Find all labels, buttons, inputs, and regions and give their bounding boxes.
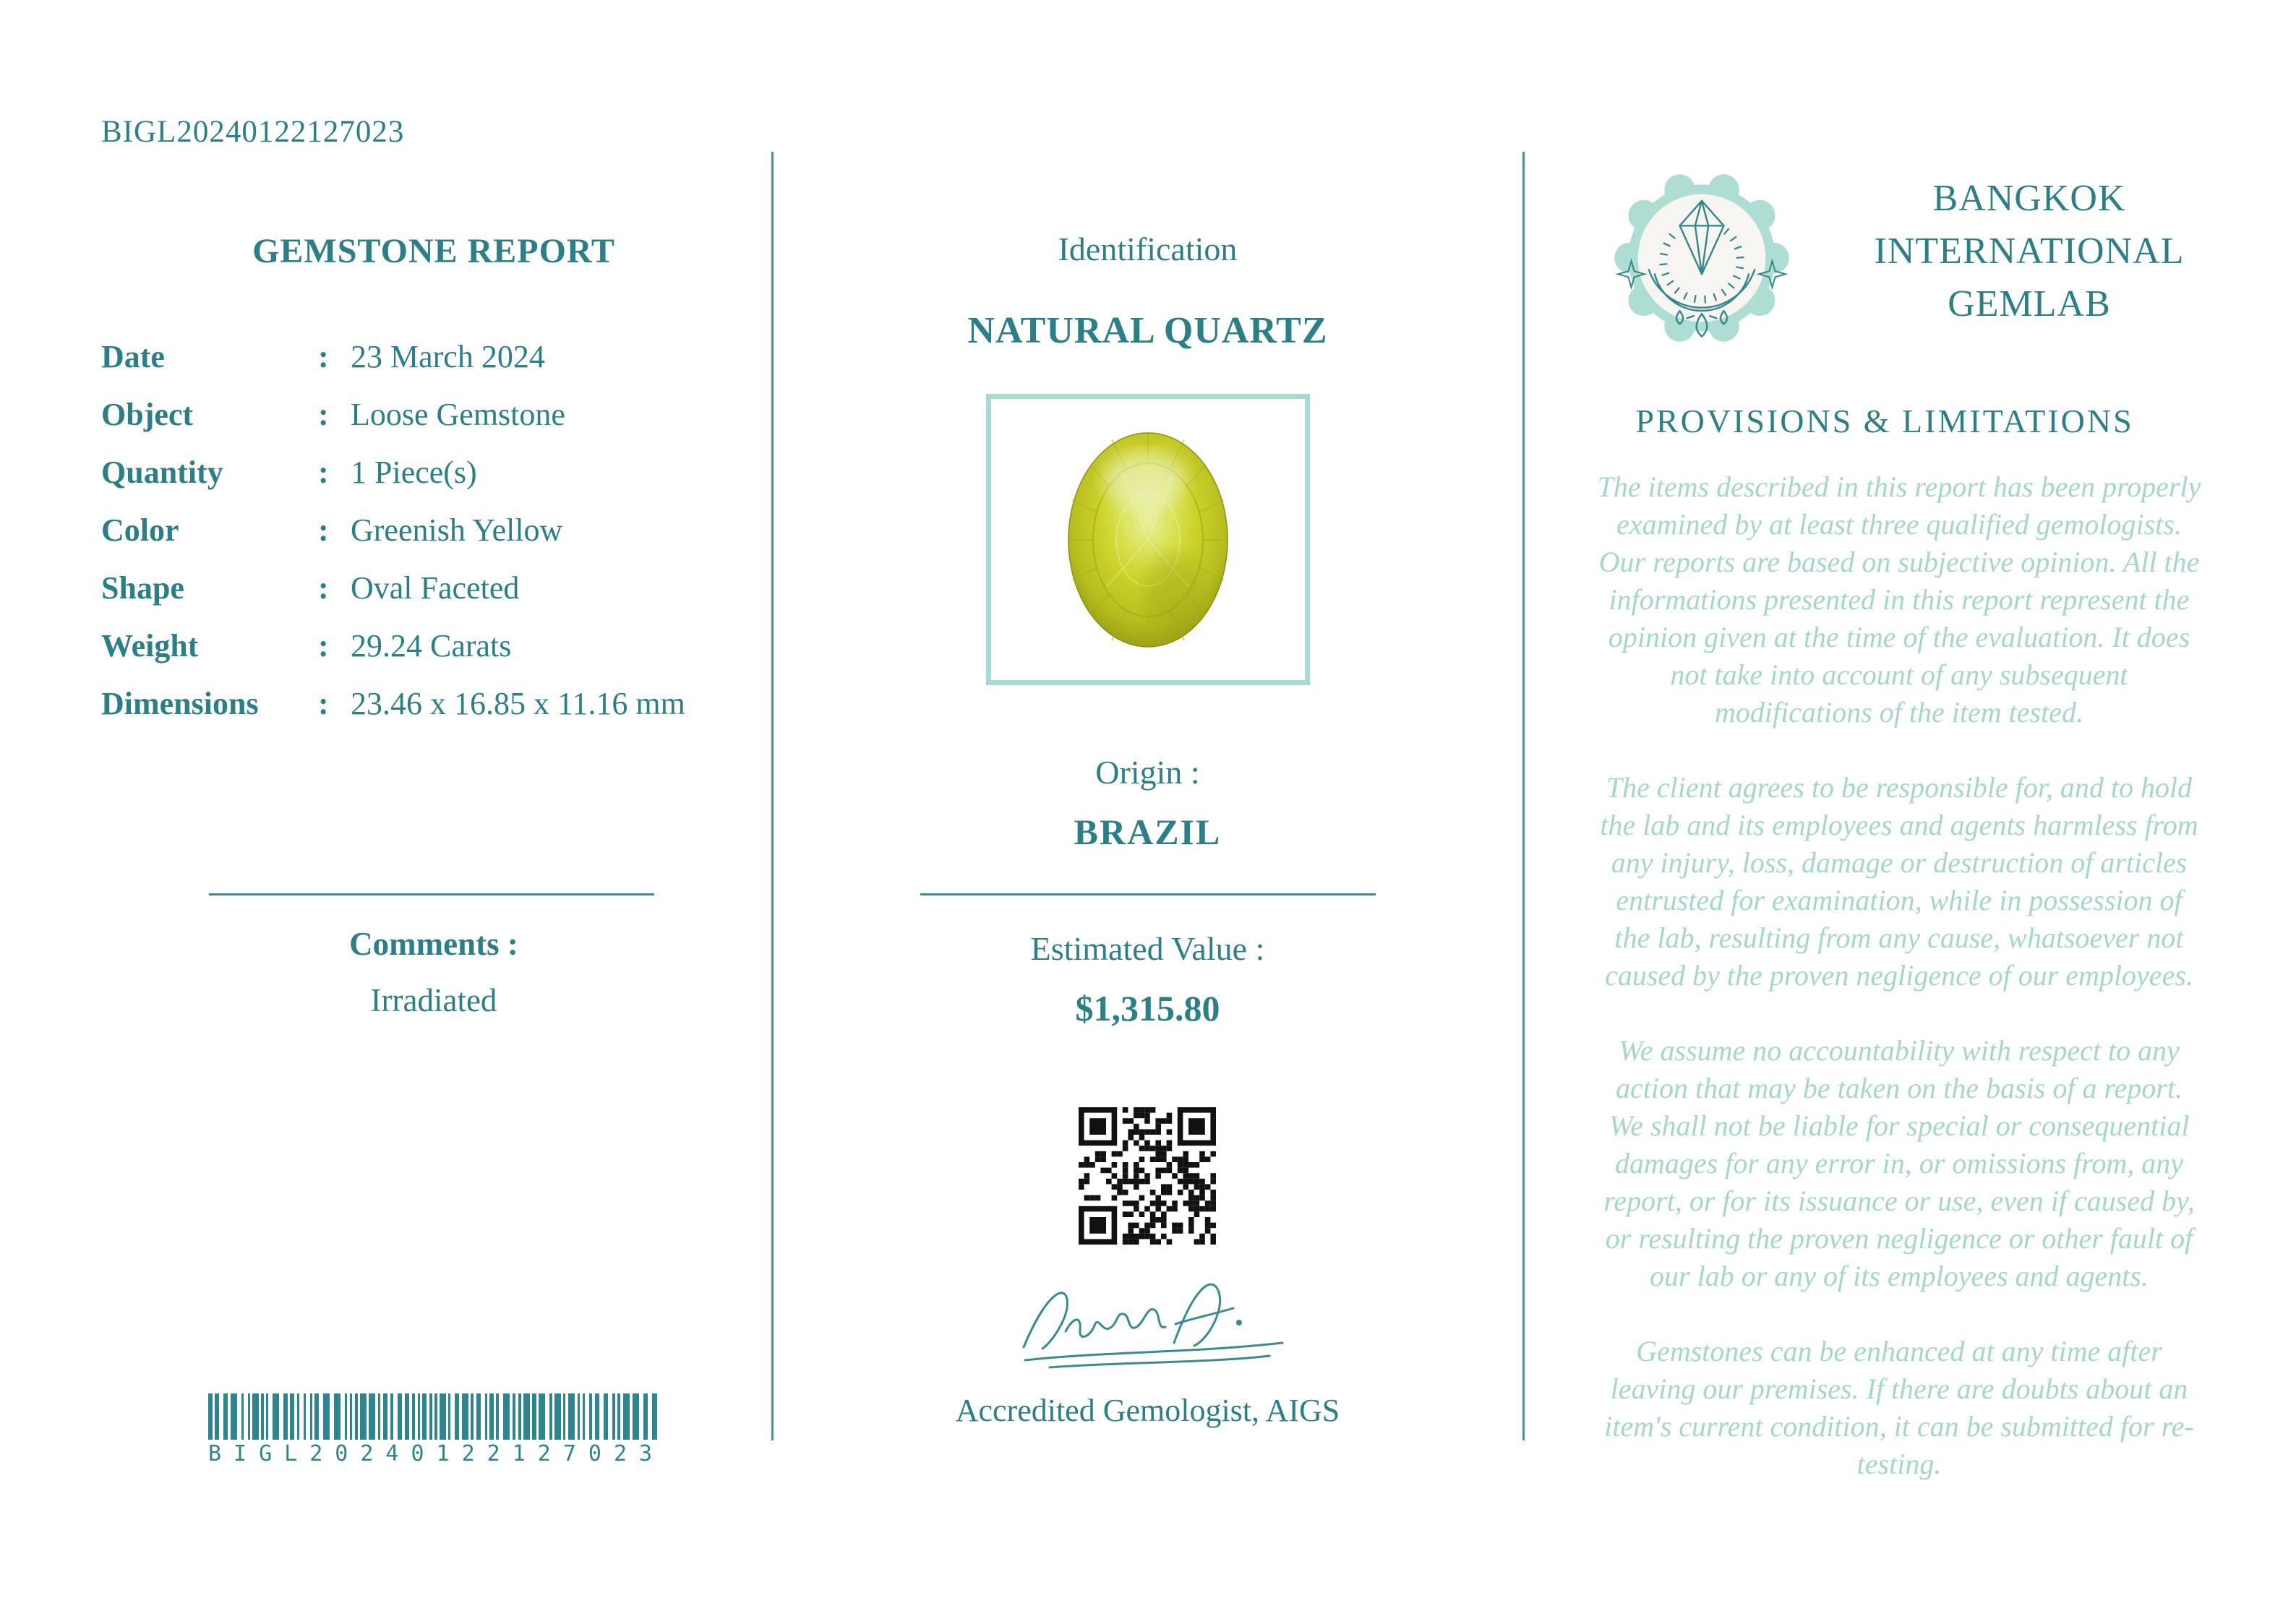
report-title: GEMSTONE REPORT (252, 232, 615, 270)
barcode-image (208, 1393, 661, 1440)
gem-photo (986, 394, 1310, 685)
gem-photo-image (991, 399, 1305, 680)
provisions-text (1595, 468, 2203, 1521)
field-colon: : (318, 397, 329, 432)
estimated-value-label: Estimated Value : (1030, 930, 1265, 967)
field-label: Date (101, 339, 165, 374)
field-colon: : (318, 455, 329, 490)
field-label: Dimensions (101, 686, 259, 721)
field-colon: : (318, 339, 329, 374)
field-colon: : (318, 628, 329, 663)
gem-details-table (101, 338, 766, 743)
certificate-number: BIGL20240122127023 (101, 115, 405, 149)
comments-label: Comments : (349, 926, 518, 962)
lab-name-line: INTERNATIONAL (1874, 231, 2185, 272)
gemologist-signature-image (1003, 1262, 1293, 1378)
signatory-title: Accredited Gemologist, AIGS (955, 1393, 1340, 1428)
provisions-heading: PROVISIONS & LIMITATIONS (1635, 403, 2134, 439)
field-value: 23 March 2024 (351, 339, 545, 374)
table-row (101, 338, 766, 396)
table-row (101, 512, 766, 570)
table-row (101, 570, 766, 627)
table-row (101, 396, 766, 454)
provisions-paragraph: We assume no accountability with respect to any action that may be taken on the basis of a report. We shall not be liable for special or consequential damages for any error in, or omissions from, any report, or for its issuance or use, even if caused by, or resulting the proven negligence or other fault of our lab or any of its employees and agents. (1603, 1034, 2195, 1292)
field-value: 29.24 Carats (351, 628, 512, 663)
identification-heading: Identification (1058, 231, 1238, 267)
field-value: Greenish Yellow (351, 512, 563, 548)
field-colon: : (318, 570, 329, 606)
identified-species: NATURAL QUARTZ (967, 310, 1328, 351)
field-value: Oval Faceted (351, 570, 520, 606)
table-row (101, 627, 766, 685)
estimated-value-divider (920, 893, 1376, 895)
comments-divider (209, 893, 654, 895)
lab-name (1805, 172, 2253, 330)
provisions-paragraph: The client agrees to be responsible for, and to hold the lab and its employees and agents harmless from any injury, loss, damage or destruction of articles entrusted for examination, while in possession of the lab, resulting from any cause, whatsoever not caused by the proven negligence of our employees. (1600, 771, 2198, 992)
field-label: Shape (101, 570, 184, 606)
origin-label: Origin : (1095, 754, 1200, 791)
field-label: Quantity (101, 455, 223, 490)
field-value: 23.46 x 16.85 x 11.16 mm (351, 686, 685, 721)
table-row (101, 685, 766, 743)
field-colon: : (318, 512, 329, 548)
provisions-paragraph: The items described in this report has been properly examined by at least three qualified gemologists. Our reports are based on subjective opinion. All the informations presented in this report represent the opinion given at the time of the evaluation. It does not take into account of any subsequent modifications of the item tested. (1597, 471, 2201, 729)
estimated-value-amount: $1,315.80 (1075, 988, 1220, 1028)
lab-logo-badge-icon (1606, 163, 1797, 356)
lab-name-line: BANGKOK (1932, 178, 2126, 219)
lab-name-line: GEMLAB (1948, 283, 2111, 325)
field-label: Object (101, 397, 194, 432)
field-colon: : (318, 686, 329, 721)
field-value: Loose Gemstone (351, 397, 565, 432)
origin-value: BRAZIL (1074, 812, 1222, 852)
comments-value: Irradiated (370, 982, 497, 1018)
qr-code-image (1079, 1107, 1216, 1245)
field-value: 1 Piece(s) (351, 455, 477, 490)
field-label: Color (101, 512, 179, 548)
barcode-text: BIGL20240122127023 (208, 1441, 665, 1466)
lab-column (1523, 0, 2296, 1624)
provisions-paragraph: Gemstones can be enhanced at any time after leaving our premises. If there are doubts about an item's current condition, it can be submitted for re-testing. (1604, 1335, 2194, 1480)
field-label: Weight (101, 628, 199, 663)
identification-column (772, 0, 1523, 1624)
table-row (101, 454, 766, 512)
